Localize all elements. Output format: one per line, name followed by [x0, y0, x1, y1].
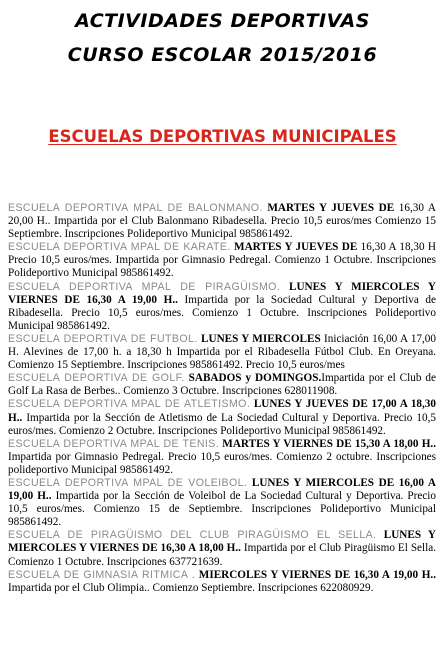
entry-details: Iniciación 16,00 A 17,00 H. Alevines de 17,00 h. a 18,30 h Impartida por el Ribadesella Fútbol Club. En Oreyana. Comienzo 15 Septiembre. Inscripciones 985861492. Precio 10,5 euros/mes — [8, 332, 436, 372]
entry-details: Impartida por la Sección de Atletismo de La Sociedad Cultural y Deportiva. Precio 10,5 euros/mes. Comienzo 2 Octubre. Inscripciones Polideportivo Municipal 985861492. — [8, 411, 436, 437]
entry-name: ESCUELA DEPORTIVA DE FUTBOL. — [8, 332, 198, 345]
entry-name: ESCUELA DEPORTIVA MPAL DE KARATE. — [8, 241, 231, 254]
entry-schedule: MARTES Y JUEVES DE — [262, 202, 395, 214]
entry-name: ESCUELA DEPORTIVA MPAL DE TENIS. — [8, 437, 220, 450]
entry-name: ESCUELA DEPORTIVA MPAL DE BALONMANO. — [8, 202, 263, 214]
page-title: ACTIVIDADES DEPORTIVAS — [75, 10, 370, 32]
entry-schedule: MARTES Y VIERNES DE 15,30 A 18,00 H.. — [219, 437, 437, 450]
entry-schedule: LUNES Y MIERCOLES DE 16,00 A 19,00 H.. — [8, 476, 436, 503]
entry-voleibol — [8, 477, 436, 529]
entry-schedule: MARTES Y JUEVES DE — [230, 241, 358, 254]
entry-details: 16,30 A 18,30 H Precio 10,5 euros/mes. Impartida por Gimnasio Pedregal. Comienzo 1 Octubre. Inscripciones Polideportivo Municipal 985861492. — [8, 241, 436, 280]
entry-details: Impartida por el Club Piragüismo El Sella. Comienzo 1 Octubre. Inscripciones 637721639. — [8, 542, 436, 568]
entry-details: Impartida por la Sociedad Cultural y Deportiva de Ribadesella. Precio 10,5 euros/mes. Comienzo 1 Octubre. Inscripciones Polideportivo Municipal 985861492. — [8, 293, 436, 332]
entry-gimnasia-ritmica — [8, 569, 436, 595]
section-heading: ESCUELAS DEPORTIVAS MUNICIPALES — [48, 127, 397, 146]
entry-name: ESCUELA DE PIRAGÜISMO DEL CLUB PIRAGÜISMO EL SELLA. — [8, 529, 377, 542]
entry-name: ESCUELA DE GIMNASIA RITMICA . — [8, 568, 196, 581]
entry-piraguismo-club — [8, 529, 436, 568]
entry-name: ESCUELA DEPORTIVA MPAL DE PIRAGÜISMO. — [8, 280, 281, 293]
entry-schedule: LUNES Y MIERCOLES — [197, 332, 321, 345]
entry-schedule: LUNES Y JUEVES DE 17,00 A 18,30 H.. — [8, 398, 436, 424]
entry-tenis — [8, 438, 436, 477]
entry-details: Impartida por el Club Olimpia.. Comienzo Septiembre. Inscripciones 622080929. — [8, 581, 374, 594]
entry-golf — [8, 372, 436, 398]
entry-schedule: LUNES Y MIERCOLES Y VIERNES DE 16,30 A 19,00 H.. — [8, 280, 436, 306]
entry-name: ESCUELA DEPORTIVA MPAL DE VOLEIBOL. — [8, 476, 248, 489]
entry-piraguismo — [8, 281, 436, 333]
schools-list — [8, 202, 436, 595]
entry-name: ESCUELA DEPORTIVA DE GOLF. — [8, 372, 185, 385]
entry-futbol — [8, 333, 436, 372]
entry-schedule: SABADOS y DOMINGOS. — [184, 372, 322, 385]
entry-schedule: MIERCOLES Y VIERNES DE 16,30 A 19,00 H.. — [195, 568, 436, 581]
entry-balonmano — [8, 202, 436, 241]
page-title-year: CURSO ESCOLAR 2015/2016 — [67, 44, 378, 66]
entry-atletismo — [8, 398, 436, 437]
entry-details: Impartida por el Club de Golf La Rasa de Berbes.. Comienzo 3 Octubre. Inscripciones 628011908. — [8, 372, 436, 398]
entry-details: Impartida por Gimnasio Pedregal. Precio 10,5 euros/mes. Comienzo 2 octubre. Inscripciones polideportivo Municipal 985861492. — [8, 450, 436, 476]
entry-schedule: LUNES Y MIERCOLES Y VIERNES DE 16,30 A 18,00 H.. — [8, 529, 436, 555]
entry-name: ESCUELA DEPORTIVA MPAL DE ATLETISMO. — [8, 398, 251, 411]
entry-karate — [8, 241, 436, 280]
entry-details: 16,30 A 20,00 H.. Impartida por el Club Balonmano Ribadesella. Precio 10,5 euros/mes Comienzo 15 Septiembre. Inscripciones Polideportivo Municipal 985861492. — [8, 202, 436, 241]
entry-details: Impartida por la Sección de Voleibol de La Sociedad Cultural y Deportiva. Precio 10,5 euros/mes. Comienzo 15 de Septiembre. Inscripciones Polideportivo Municipal 985861492. — [8, 490, 436, 529]
